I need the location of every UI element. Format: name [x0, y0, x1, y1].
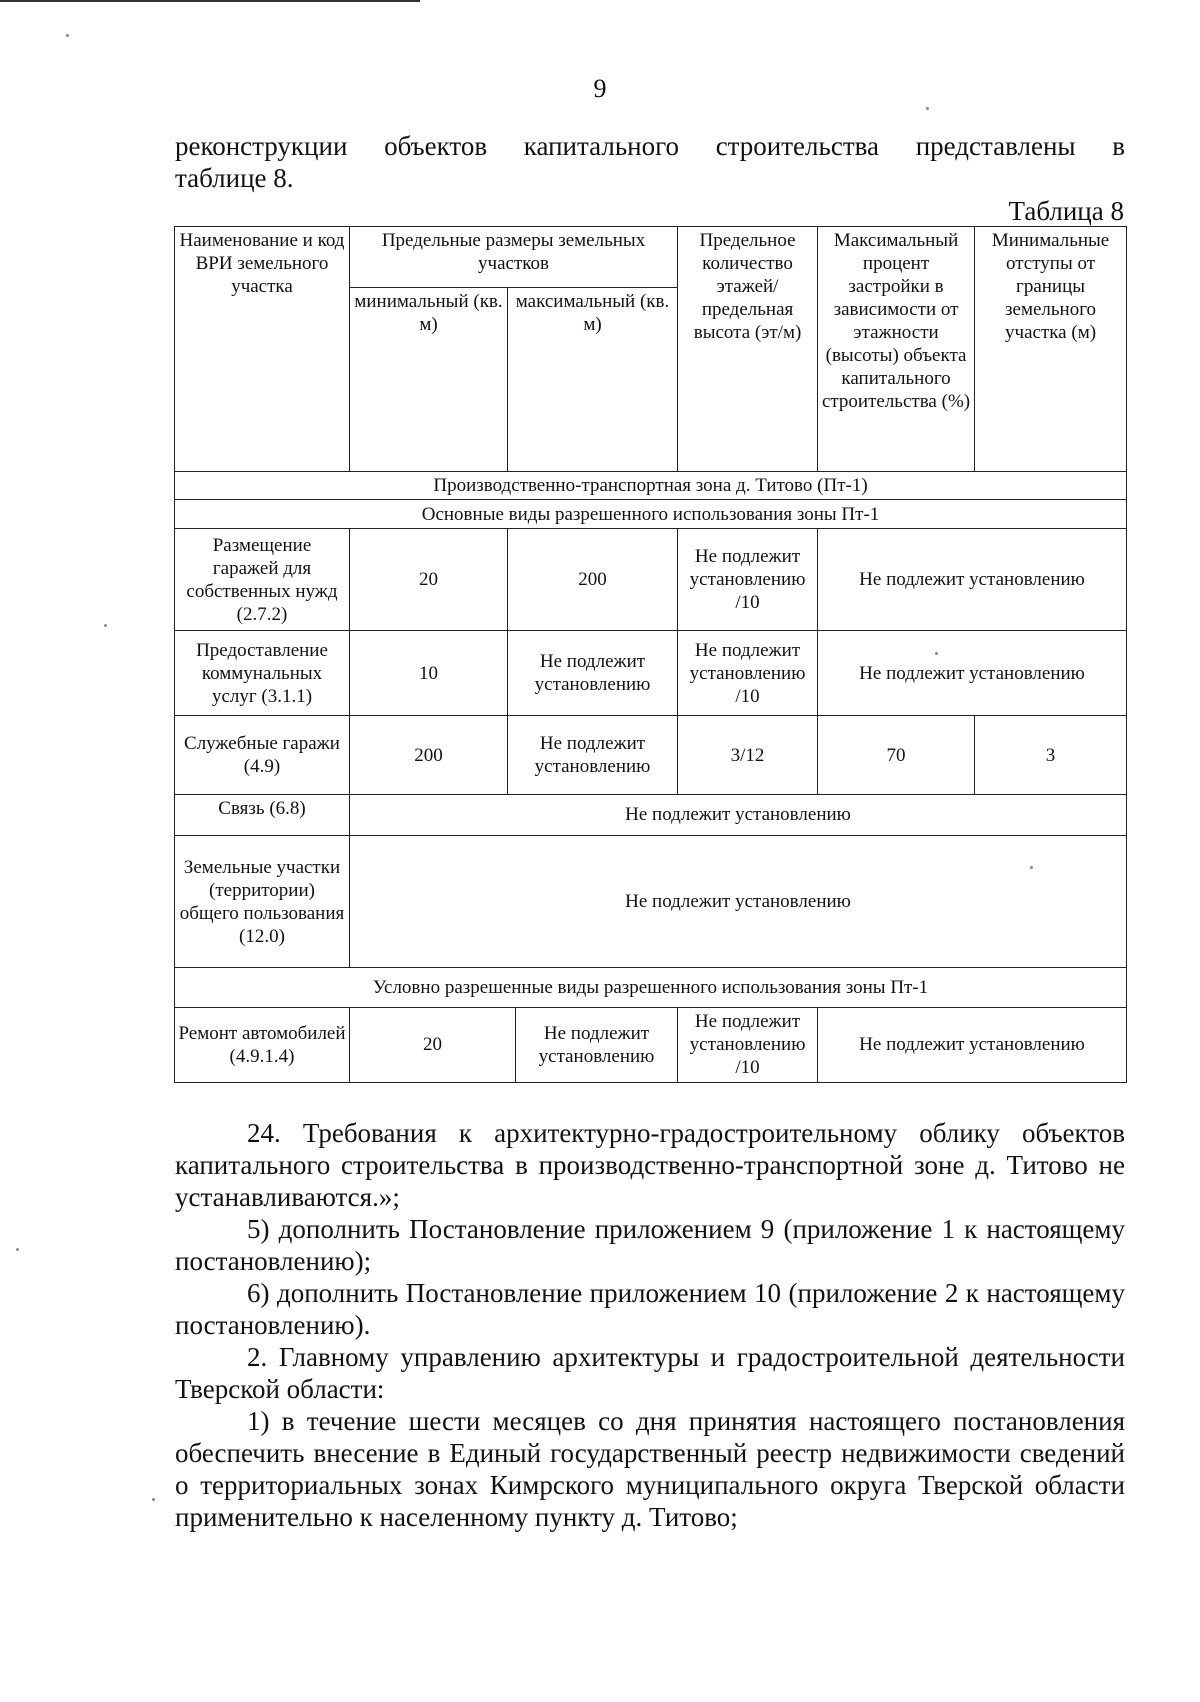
- row-setbacks: 3: [975, 716, 1127, 795]
- scan-speck: [926, 107, 929, 110]
- row-max: Не подлежит установлению: [508, 716, 678, 795]
- section-main: Основные виды разрешенного использования зоны Пт-1: [175, 500, 1127, 528]
- row-floors: 3/12: [678, 716, 818, 795]
- header-name: Наименование и код ВРИ земельного участка: [175, 227, 350, 472]
- section-row-conditional: [175, 968, 1127, 1008]
- header-plot-sizes: Предельные размеры земельных участков: [350, 227, 678, 288]
- row-floors: Не подлежит установлению /10: [678, 1007, 818, 1082]
- header-setbacks: Минимальные отступы от границы земельного участка (м): [975, 227, 1127, 472]
- row-floors: Не подлежит установлению /10: [678, 528, 818, 630]
- row-coverage: 70: [818, 716, 975, 795]
- row-min: 20: [350, 528, 508, 630]
- paragraph: 24. Требования к архитектурно-градостроительному облику объектов капитального строительства в производственно-транспортной зоне д. Титово не устанавливаются.»;: [175, 1118, 1125, 1212]
- zoning-table: [174, 226, 1127, 1083]
- table-row: [175, 716, 1127, 795]
- row-rest: Не подлежит установлению: [818, 631, 1127, 716]
- header-row-1: [175, 227, 1127, 288]
- row-name: Предоставление коммунальных услуг (3.1.1): [175, 631, 350, 716]
- row-max: Не подлежит установлению: [516, 1007, 678, 1082]
- row-name: Ремонт автомобилей (4.9.1.4): [175, 1007, 350, 1082]
- row-name: Размещение гаражей для собственных нужд (2.7.2): [175, 528, 350, 630]
- intro-line-1: реконструкции объектов капитального строительства представлены в: [175, 131, 1125, 161]
- row-rest: Не подлежит установлению: [350, 795, 1127, 836]
- row-name: Связь (6.8): [175, 795, 350, 836]
- paragraph: 2. Главному управлению архитектуры и градостроительной деятельности Тверской области:: [175, 1342, 1125, 1404]
- section-row-main: [175, 500, 1127, 528]
- row-min: 200: [350, 716, 508, 795]
- table-row: [175, 631, 1127, 716]
- zone-title: Производственно-транспортная зона д. Титово (Пт-1): [175, 472, 1127, 500]
- row-min: 10: [350, 631, 508, 716]
- row-rest: Не подлежит установлению: [818, 528, 1127, 630]
- header-max: максимальный (кв. м): [508, 287, 678, 471]
- paragraph: 1) в течение шести месяцев со дня принятия настоящего постановления обеспечить внесение в Единый государственный реестр недвижимости сведений о территориальных зонах Кимрского муниципального округа Тверской области применительно к населенному пункту д. Титово;: [175, 1406, 1125, 1532]
- table-row: [175, 528, 1127, 630]
- table-row: [175, 795, 1127, 836]
- row-name: Служебные гаражи (4.9): [175, 716, 350, 795]
- paragraph: 6) дополнить Постановление приложением 10 (приложение 2 к настоящему постановлению).: [175, 1278, 1125, 1340]
- scan-speck: [152, 1498, 155, 1501]
- row-max: 200: [508, 528, 678, 630]
- intro-text: [175, 130, 1125, 194]
- scan-top-edge-line: [0, 0, 420, 2]
- page-number: 9: [593, 74, 607, 103]
- row-min: 20: [350, 1007, 516, 1082]
- body-text: [175, 1117, 1125, 1533]
- table-caption: Таблица 8: [1008, 196, 1124, 226]
- header-coverage: Максимальный процент застройки в зависимости от этажности (высоты) объекта капитального строительства (%): [818, 227, 975, 472]
- scan-speck: [1030, 866, 1033, 869]
- zone-title-row: [175, 472, 1127, 500]
- table-row: [175, 1007, 1127, 1082]
- row-rest: Не подлежит установлению: [818, 1007, 1127, 1082]
- section-conditional: Условно разрешенные виды разрешенного использования зоны Пт-1: [175, 968, 1127, 1008]
- row-floors: Не подлежит установлению /10: [678, 631, 818, 716]
- row-rest: Не подлежит установлению: [350, 835, 1127, 968]
- scan-speck: [16, 1248, 19, 1251]
- scan-speck: [66, 34, 69, 37]
- scan-speck: [935, 652, 938, 655]
- row-max: Не подлежит установлению: [508, 631, 678, 716]
- header-min: минимальный (кв. м): [350, 287, 508, 471]
- scan-speck: [104, 624, 107, 627]
- header-floors: Предельное количество этажей/ предельная высота (эт/м): [678, 227, 818, 472]
- table-row: [175, 835, 1127, 968]
- paragraph: 5) дополнить Постановление приложением 9 (приложение 1 к настоящему постановлению);: [175, 1214, 1125, 1276]
- row-name: Земельные участки (территории) общего пользования (12.0): [175, 835, 350, 968]
- intro-line-2: таблице 8.: [175, 163, 294, 193]
